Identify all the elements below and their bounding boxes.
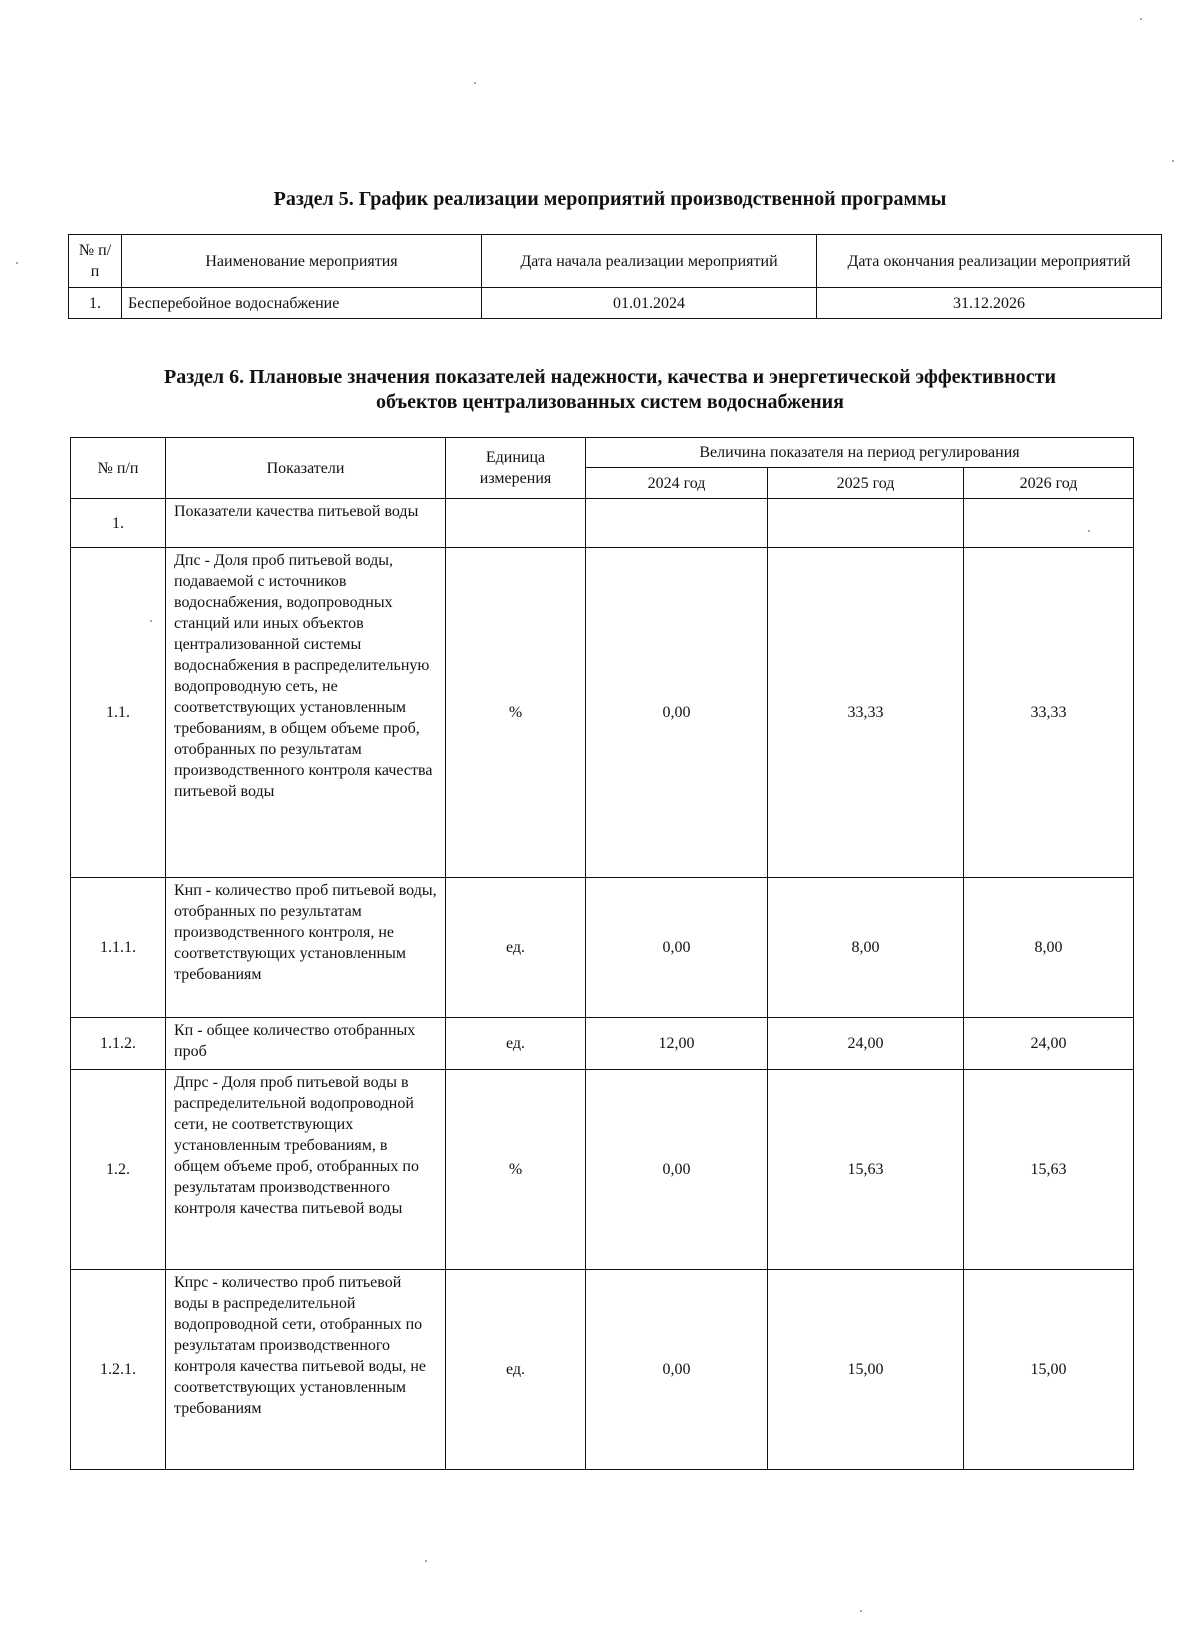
section5-title: Раздел 5. График реализации мероприятий производственной программы [273, 188, 947, 210]
row-unit: ед. [446, 1270, 586, 1470]
row-unit: % [446, 1070, 586, 1270]
row-value-2025: 24,00 [768, 1018, 964, 1070]
row-value-2026: 33,33 [964, 548, 1134, 878]
row-value-2024: 0,00 [586, 1270, 768, 1470]
table-row [71, 878, 1134, 1018]
row-value-2025: 15,63 [768, 1070, 964, 1270]
row-start-date: 01.01.2024 [482, 288, 817, 319]
table-row [71, 1070, 1134, 1270]
row-indicator: Показатели качества питьевой воды [166, 499, 446, 548]
scan-speck [860, 1610, 862, 1612]
schedule-row [69, 288, 1162, 319]
row-value-2026: 24,00 [964, 1018, 1134, 1070]
row-indicator: Кпрс - количество проб питьевой воды в распределительной водопроводной сети, отобранных по результатам производственного контроля качества питьевой воды, не соответствующих установленным требованиям [166, 1270, 446, 1470]
header-activity-name: Наименование мероприятия [122, 235, 482, 288]
schedule-header-row [69, 235, 1162, 288]
row-unit: % [446, 548, 586, 878]
table-row [71, 1018, 1134, 1070]
row-num: 1.2. [71, 1070, 166, 1270]
row-num: 1.2.1. [71, 1270, 166, 1470]
scan-speck [474, 82, 476, 84]
scan-speck [150, 620, 152, 622]
row-indicator: Дпс - Доля проб питьевой воды, подаваемой с источников водоснабжения, водопроводных станций или иных объектов централизованной системы водоснабжения в распределительную водопроводную сеть, не соответствующих установленным требованиям, в общем объеме проб, отобранных по результатам производственного контроля качества питьевой воды [166, 548, 446, 878]
row-value-2026: 15,63 [964, 1070, 1134, 1270]
header-year-2025: 2025 год [768, 468, 964, 499]
row-unit [446, 499, 586, 548]
row-value-2026 [964, 499, 1134, 548]
row-unit: ед. [446, 878, 586, 1018]
row-unit: ед. [446, 1018, 586, 1070]
row-num: 1.1.2. [71, 1018, 166, 1070]
section6-title-line1: Раздел 6. Плановые значения показателей надежности, качества и энергетической эффективности [164, 366, 1056, 388]
header-indicator: Показатели [166, 438, 446, 499]
header-num: № п/п [69, 235, 122, 288]
row-end-date: 31.12.2026 [817, 288, 1162, 319]
row-indicator: Дпрс - Доля проб питьевой воды в распределительной водопроводной сети, не соответствующих установленным требованиям, в общем объеме проб, отобранных по результатам производственного контроля качества питьевой воды [166, 1070, 446, 1270]
table-row [71, 499, 1134, 548]
row-value-2024: 12,00 [586, 1018, 768, 1070]
row-value-2024: 0,00 [586, 878, 768, 1018]
row-indicator: Кп - общее количество отобранных проб [166, 1018, 446, 1070]
row-indicator: Кнп - количество проб питьевой воды, отобранных по результатам производственного контроля, не соответствующих установленным требованиям [166, 878, 446, 1018]
scan-speck [425, 1560, 427, 1562]
row-num: 1. [69, 288, 122, 319]
row-value-2025: 8,00 [768, 878, 964, 1018]
row-activity-name: Бесперебойное водоснабжение [122, 288, 482, 319]
scan-speck [1088, 530, 1090, 532]
table-row [71, 548, 1134, 878]
row-value-2024 [586, 499, 768, 548]
header-year-2026: 2026 год [964, 468, 1134, 499]
header-start-date: Дата начала реализации мероприятий [482, 235, 817, 288]
row-num: 1. [71, 499, 166, 548]
row-value-2026: 8,00 [964, 878, 1134, 1018]
row-value-2025 [768, 499, 964, 548]
indicators-header-row [71, 438, 1134, 468]
section6-title-line2: объектов централизованных систем водоснабжения [375, 391, 845, 413]
row-value-2025: 33,33 [768, 548, 964, 878]
row-value-2025: 15,00 [768, 1270, 964, 1470]
scan-speck [16, 262, 18, 264]
header-unit: Единица измерения [446, 438, 586, 499]
row-num: 1.1.1. [71, 878, 166, 1018]
row-value-2026: 15,00 [964, 1270, 1134, 1470]
scan-speck [1140, 18, 1142, 20]
row-value-2024: 0,00 [586, 1070, 768, 1270]
header-year-2024: 2024 год [586, 468, 768, 499]
schedule-table [68, 234, 1162, 319]
header-period: Величина показателя на период регулирования [586, 438, 1134, 468]
row-num: 1.1. [71, 548, 166, 878]
table-row [71, 1270, 1134, 1470]
header-end-date: Дата окончания реализации мероприятий [817, 235, 1162, 288]
row-value-2024: 0,00 [586, 548, 768, 878]
indicators-table [70, 437, 1134, 1470]
header-num: № п/п [71, 438, 166, 499]
scan-speck [1172, 160, 1174, 162]
